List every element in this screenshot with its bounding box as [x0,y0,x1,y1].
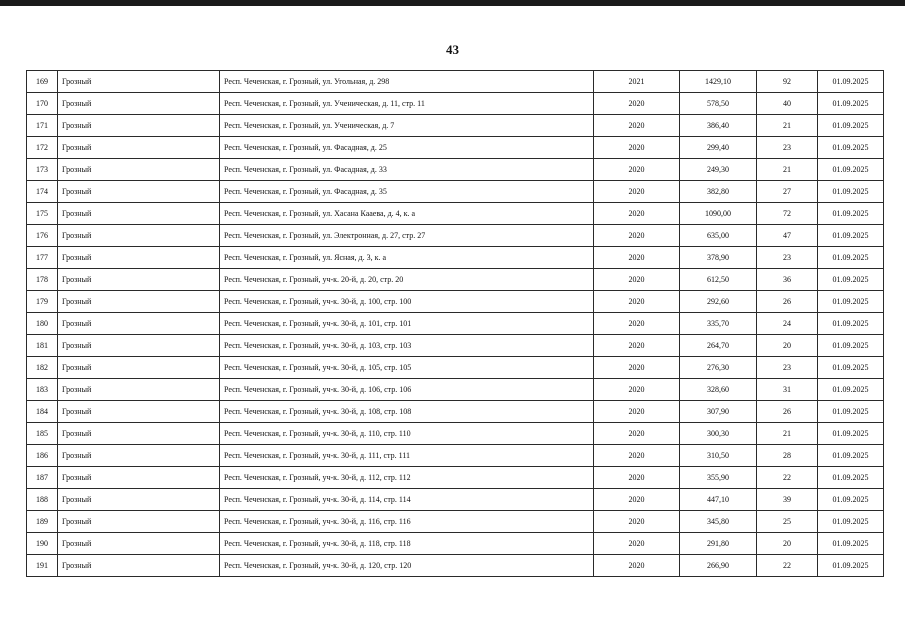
count-cell: 92 [757,71,818,93]
year-cell: 2020 [594,335,680,357]
address-cell: Респ. Чеченская, г. Грозный, ул. Фасадная, д. 35 [220,181,594,203]
count-cell: 47 [757,225,818,247]
city-cell: Грозный [58,159,220,181]
table-row [27,555,884,577]
area-cell: 378,90 [680,247,757,269]
address-cell: Респ. Чеченская, г. Грозный, уч-к. 30-й, д. 110, стр. 110 [220,423,594,445]
scan-top-edge [0,0,905,6]
city-cell: Грозный [58,71,220,93]
row-number: 191 [27,555,58,577]
table-row [27,313,884,335]
city-cell: Грозный [58,423,220,445]
count-cell: 21 [757,159,818,181]
area-cell: 292,60 [680,291,757,313]
date-cell: 01.09.2025 [818,247,884,269]
row-number: 180 [27,313,58,335]
count-cell: 39 [757,489,818,511]
year-cell: 2020 [594,533,680,555]
date-cell: 01.09.2025 [818,225,884,247]
year-cell: 2020 [594,379,680,401]
count-cell: 20 [757,335,818,357]
area-cell: 635,00 [680,225,757,247]
area-cell: 266,90 [680,555,757,577]
address-cell: Респ. Чеченская, г. Грозный, ул. Ученическая, д. 7 [220,115,594,137]
city-cell: Грозный [58,181,220,203]
date-cell: 01.09.2025 [818,269,884,291]
address-cell: Респ. Чеченская, г. Грозный, ул. Ученическая, д. 11, стр. 11 [220,93,594,115]
table-row [27,203,884,225]
row-number: 176 [27,225,58,247]
city-cell: Грозный [58,93,220,115]
count-cell: 22 [757,555,818,577]
row-number: 184 [27,401,58,423]
city-cell: Грозный [58,115,220,137]
date-cell: 01.09.2025 [818,511,884,533]
count-cell: 22 [757,467,818,489]
area-cell: 307,90 [680,401,757,423]
count-cell: 23 [757,137,818,159]
table-row [27,291,884,313]
city-cell: Грозный [58,467,220,489]
row-number: 178 [27,269,58,291]
year-cell: 2020 [594,511,680,533]
table-row [27,379,884,401]
table-row [27,335,884,357]
year-cell: 2020 [594,137,680,159]
table-row [27,115,884,137]
row-number: 169 [27,71,58,93]
year-cell: 2020 [594,313,680,335]
address-cell: Респ. Чеченская, г. Грозный, ул. Угольная, д. 298 [220,71,594,93]
date-cell: 01.09.2025 [818,467,884,489]
date-cell: 01.09.2025 [818,313,884,335]
city-cell: Грозный [58,555,220,577]
area-cell: 578,50 [680,93,757,115]
row-number: 179 [27,291,58,313]
year-cell: 2020 [594,247,680,269]
city-cell: Грозный [58,225,220,247]
date-cell: 01.09.2025 [818,533,884,555]
area-cell: 299,40 [680,137,757,159]
year-cell: 2020 [594,203,680,225]
city-cell: Грозный [58,401,220,423]
year-cell: 2020 [594,489,680,511]
city-cell: Грозный [58,247,220,269]
year-cell: 2020 [594,555,680,577]
city-cell: Грозный [58,313,220,335]
address-cell: Респ. Чеченская, г. Грозный, ул. Ясная, д. 3, к. а [220,247,594,269]
count-cell: 21 [757,115,818,137]
row-number: 189 [27,511,58,533]
year-cell: 2020 [594,291,680,313]
city-cell: Грозный [58,533,220,555]
count-cell: 21 [757,423,818,445]
area-cell: 355,90 [680,467,757,489]
date-cell: 01.09.2025 [818,203,884,225]
date-cell: 01.09.2025 [818,71,884,93]
count-cell: 31 [757,379,818,401]
area-cell: 328,60 [680,379,757,401]
year-cell: 2020 [594,159,680,181]
row-number: 175 [27,203,58,225]
date-cell: 01.09.2025 [818,445,884,467]
count-cell: 24 [757,313,818,335]
count-cell: 26 [757,291,818,313]
address-cell: Респ. Чеченская, г. Грозный, ул. Фасадная, д. 25 [220,137,594,159]
city-cell: Грозный [58,203,220,225]
area-cell: 335,70 [680,313,757,335]
count-cell: 20 [757,533,818,555]
year-cell: 2020 [594,225,680,247]
city-cell: Грозный [58,137,220,159]
year-cell: 2020 [594,115,680,137]
count-cell: 23 [757,357,818,379]
area-cell: 345,80 [680,511,757,533]
table-row [27,511,884,533]
city-cell: Грозный [58,511,220,533]
row-number: 183 [27,379,58,401]
area-cell: 447,10 [680,489,757,511]
table-row [27,445,884,467]
table-row [27,93,884,115]
count-cell: 23 [757,247,818,269]
address-cell: Респ. Чеченская, г. Грозный, уч-к. 30-й, д. 120, стр. 120 [220,555,594,577]
address-cell: Респ. Чеченская, г. Грозный, уч-к. 30-й, д. 116, стр. 116 [220,511,594,533]
area-cell: 1090,00 [680,203,757,225]
table-row [27,357,884,379]
count-cell: 40 [757,93,818,115]
date-cell: 01.09.2025 [818,555,884,577]
table-row [27,71,884,93]
year-cell: 2021 [594,71,680,93]
table-row [27,159,884,181]
date-cell: 01.09.2025 [818,93,884,115]
address-cell: Респ. Чеченская, г. Грозный, уч-к. 30-й, д. 105, стр. 105 [220,357,594,379]
year-cell: 2020 [594,401,680,423]
count-cell: 25 [757,511,818,533]
page-number: 43 [446,42,459,57]
date-cell: 01.09.2025 [818,159,884,181]
date-cell: 01.09.2025 [818,423,884,445]
date-cell: 01.09.2025 [818,115,884,137]
date-cell: 01.09.2025 [818,335,884,357]
row-number: 186 [27,445,58,467]
area-cell: 276,30 [680,357,757,379]
area-cell: 249,30 [680,159,757,181]
address-cell: Респ. Чеченская, г. Грозный, уч-к. 30-й, д. 108, стр. 108 [220,401,594,423]
area-cell: 386,40 [680,115,757,137]
row-number: 170 [27,93,58,115]
area-cell: 310,50 [680,445,757,467]
address-cell: Респ. Чеченская, г. Грозный, ул. Электронная, д. 27, стр. 27 [220,225,594,247]
table-row [27,489,884,511]
city-cell: Грозный [58,335,220,357]
address-cell: Респ. Чеченская, г. Грозный, ул. Фасадная, д. 33 [220,159,594,181]
city-cell: Грозный [58,291,220,313]
table-row [27,137,884,159]
table-row [27,225,884,247]
area-cell: 264,70 [680,335,757,357]
area-cell: 382,80 [680,181,757,203]
table-row [27,533,884,555]
address-cell: Респ. Чеченская, г. Грозный, уч-к. 20-й, д. 20, стр. 20 [220,269,594,291]
table-row [27,247,884,269]
count-cell: 26 [757,401,818,423]
address-cell: Респ. Чеченская, г. Грозный, ул. Хасана Кааева, д. 4, к. а [220,203,594,225]
count-cell: 28 [757,445,818,467]
table-row [27,181,884,203]
count-cell: 27 [757,181,818,203]
row-number: 190 [27,533,58,555]
table-row [27,269,884,291]
date-cell: 01.09.2025 [818,137,884,159]
year-cell: 2020 [594,93,680,115]
city-cell: Грозный [58,489,220,511]
area-cell: 1429,10 [680,71,757,93]
row-number: 171 [27,115,58,137]
date-cell: 01.09.2025 [818,357,884,379]
city-cell: Грозный [58,379,220,401]
row-number: 173 [27,159,58,181]
address-cell: Респ. Чеченская, г. Грозный, уч-к. 30-й, д. 100, стр. 100 [220,291,594,313]
row-number: 174 [27,181,58,203]
row-number: 172 [27,137,58,159]
registry-table-body [27,71,884,577]
year-cell: 2020 [594,467,680,489]
address-cell: Респ. Чеченская, г. Грозный, уч-к. 30-й, д. 106, стр. 106 [220,379,594,401]
row-number: 187 [27,467,58,489]
row-number: 181 [27,335,58,357]
city-cell: Грозный [58,269,220,291]
address-cell: Респ. Чеченская, г. Грозный, уч-к. 30-й, д. 111, стр. 111 [220,445,594,467]
address-cell: Респ. Чеченская, г. Грозный, уч-к. 30-й, д. 101, стр. 101 [220,313,594,335]
year-cell: 2020 [594,445,680,467]
row-number: 182 [27,357,58,379]
row-number: 177 [27,247,58,269]
table-row [27,467,884,489]
address-cell: Респ. Чеченская, г. Грозный, уч-к. 30-й, д. 112, стр. 112 [220,467,594,489]
date-cell: 01.09.2025 [818,379,884,401]
date-cell: 01.09.2025 [818,181,884,203]
year-cell: 2020 [594,269,680,291]
area-cell: 612,50 [680,269,757,291]
area-cell: 291,80 [680,533,757,555]
row-number: 185 [27,423,58,445]
count-cell: 36 [757,269,818,291]
count-cell: 72 [757,203,818,225]
address-cell: Респ. Чеченская, г. Грозный, уч-к. 30-й, д. 114, стр. 114 [220,489,594,511]
year-cell: 2020 [594,423,680,445]
area-cell: 300,30 [680,423,757,445]
table-row [27,423,884,445]
table-row [27,401,884,423]
year-cell: 2020 [594,357,680,379]
address-cell: Респ. Чеченская, г. Грозный, уч-к. 30-й, д. 118, стр. 118 [220,533,594,555]
date-cell: 01.09.2025 [818,401,884,423]
city-cell: Грозный [58,445,220,467]
address-cell: Респ. Чеченская, г. Грозный, уч-к. 30-й, д. 103, стр. 103 [220,335,594,357]
housing-registry-table [26,70,884,577]
year-cell: 2020 [594,181,680,203]
date-cell: 01.09.2025 [818,489,884,511]
city-cell: Грозный [58,357,220,379]
date-cell: 01.09.2025 [818,291,884,313]
row-number: 188 [27,489,58,511]
